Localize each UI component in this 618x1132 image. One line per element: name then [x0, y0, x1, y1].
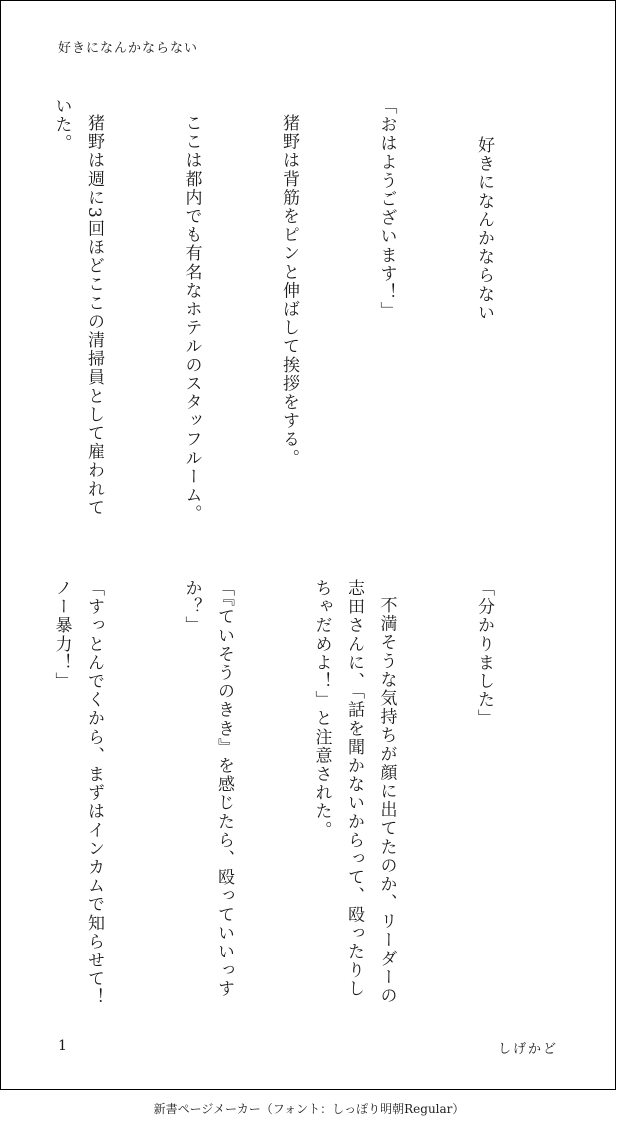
paragraph: 猪野は背筋をピンと伸ばして挨拶をする。 [279, 114, 299, 468]
paragraph: 「『ていそうのきき』を感じたら、殴っていいっすか？」 [181, 579, 234, 999]
paragraph: 不満そうな気持ちが顔に出てたのか、リーダーの志田さんに、「話を聞かないからって、殴ったりしちゃだめよ！」と注意された。 [311, 579, 397, 1006]
paragraph: 「すっとんでくから、まずはインカムで知らせて！ノー暴力！」 [51, 579, 104, 1007]
paragraph: 猪野は週に3回ほどここの清掃員として雇われていた。 [51, 97, 104, 518]
paragraph: 「おはようございます！」 [376, 97, 397, 321]
generator-credit: 新書ページメーカー（フォント：しっぽり明朝Regular） [153, 1102, 465, 1116]
text-column-bottom [51, 579, 565, 1009]
paragraph: 「分かりました」 [474, 579, 494, 728]
paragraph: ここは都内でも有名なホテルのスタッフルーム。 [181, 114, 202, 524]
text-column-top [51, 97, 565, 527]
chapter-title: 好きになんかならない [474, 136, 494, 323]
running-head: 好きになんかならない [58, 41, 199, 56]
page-number: 1 [58, 1038, 67, 1054]
author-name: しげかど [497, 1042, 558, 1057]
